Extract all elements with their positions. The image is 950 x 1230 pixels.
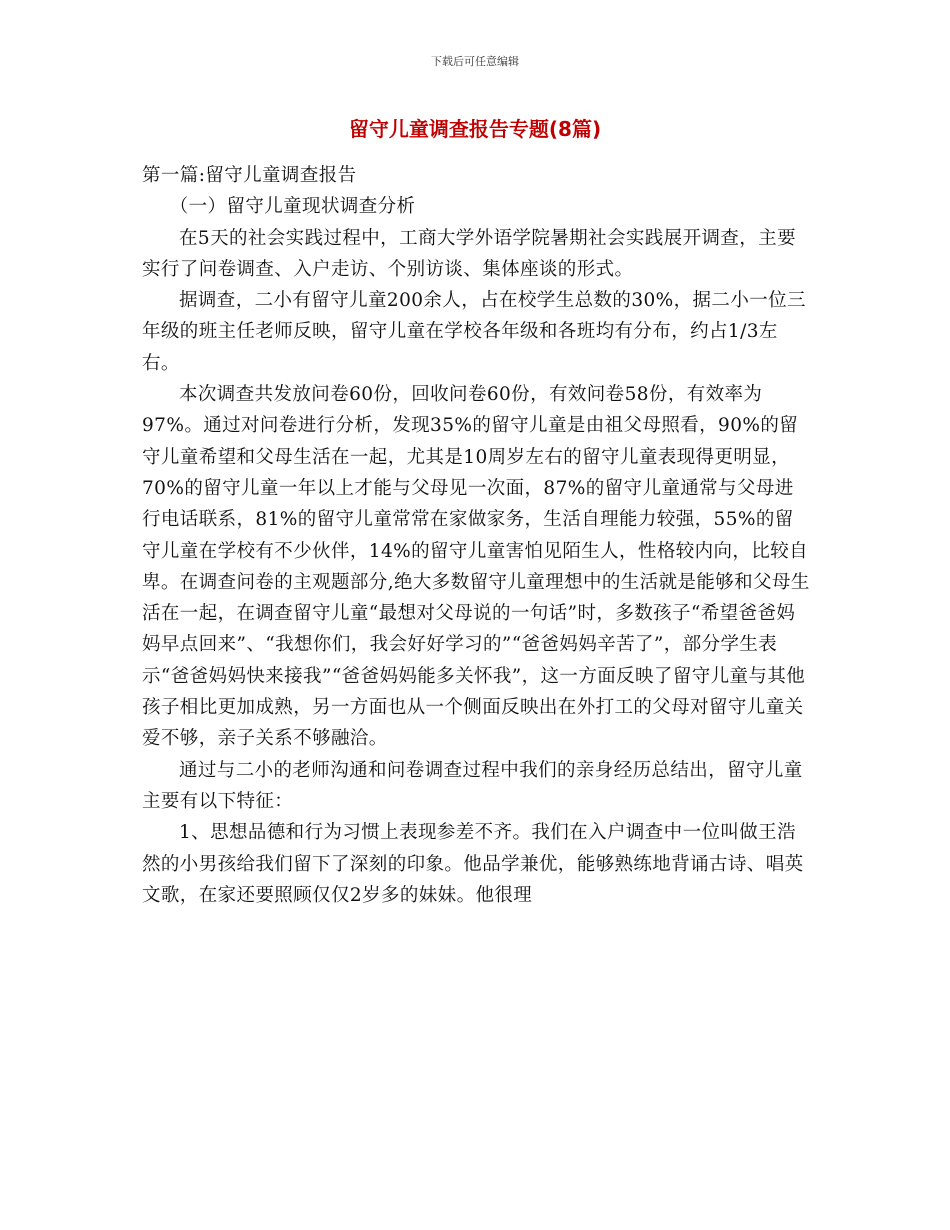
paragraph: 本次调查共发放问卷60份，回收问卷60份，有效问卷58份，有效率为97%。通过对问卷进行分析，发现35%的留守儿童是由祖父母照看，90%的留守儿童希望和父母生活在一起，尤其是10周岁左右的留守儿童表现得更明显，70%的留守儿童一年以上才能与父母见一次面，87%的留守儿童通常与父母进行电话联系，81%的留守儿童常常在家做家务，生活自理能力较强，55%的留守儿童在学校有不少伙伴，14%的留守儿童害怕见陌生人，性格较内向，比较自卑。在调查问卷的主观题部分,绝大多数留守儿童理想中的生活就是能够和父母生活在一起，在调查留守儿童“最想对父母说的一句话”时，多数孩子“希望爸爸妈妈早点回来”、“我想你们，我会好好学习的”“爸爸妈妈辛苦了”，部分学生表示“爸爸妈妈快来接我”“爸爸妈妈能多关怀我”，这一方面反映了留守儿童与其他孩子相比更加成熟，另一方面也从一个侧面反映出在外打工的父母对留守儿童关爱不够，亲子关系不够融洽。 (142, 384, 810, 750)
document-title: 留守儿童调查报告专题(8篇) (348, 117, 602, 141)
paragraph: 1、思想品德和行为习惯上表现参差不齐。我们在入户调查中一位叫做王浩然的小男孩给我们留下了深刻的印象。他品学兼优，能够熟练地背诵古诗、唱英文歌，在家还要照顾仅仅2岁多的妹妹。他很理 (142, 822, 804, 906)
section-title: 第一篇:留守儿童调查报告 (142, 165, 357, 186)
paragraph: 据调查，二小有留守儿童200余人，占在校学生总数的30%，据二小一位三年级的班主任老师反映，留守儿童在学校各年级和各班均有分布，约占1/3左右。 (142, 290, 806, 374)
paragraph: 通过与二小的老师沟通和问卷调查过程中我们的亲身经历总结出，留守儿童主要有以下特征： (142, 759, 803, 812)
document-body (142, 160, 810, 911)
paragraph: 在5天的社会实践过程中，工商大学外语学院暑期社会实践展开调查，主要实行了问卷调查、入户走访、个别访谈、集体座谈的形式。 (142, 227, 796, 280)
download-note: 下载后可任意编辑 (431, 55, 519, 68)
subsection-title: （一）留守儿童现状调查分析 (169, 196, 416, 218)
